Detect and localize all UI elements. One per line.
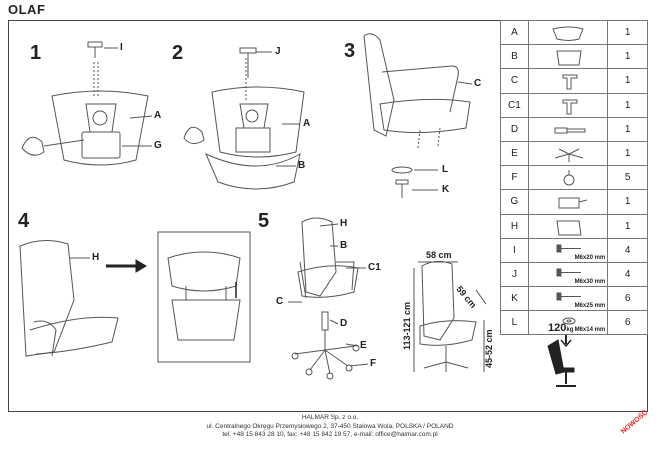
company-footer bbox=[0, 414, 660, 440]
part-key: C bbox=[501, 69, 529, 93]
part-picture bbox=[528, 69, 607, 93]
part-quantity: 6 bbox=[608, 287, 648, 311]
callout-label: E bbox=[360, 340, 367, 351]
step1-seat-drawing bbox=[22, 42, 152, 165]
part-key: B bbox=[501, 45, 529, 69]
part-spec: M6x14 mm bbox=[574, 327, 606, 334]
parts-row bbox=[501, 287, 648, 311]
parts-row bbox=[501, 262, 648, 286]
callout-label: H bbox=[340, 218, 348, 229]
parts-row bbox=[501, 21, 648, 45]
part-quantity: 5 bbox=[608, 166, 648, 190]
callout-label: A bbox=[303, 118, 311, 129]
step5-chair-drawing bbox=[288, 218, 368, 379]
callout-label: C bbox=[474, 78, 482, 89]
step-number-1: 1 bbox=[30, 42, 42, 64]
parts-row bbox=[501, 69, 648, 93]
parts-row bbox=[501, 45, 648, 69]
parts-row bbox=[501, 190, 648, 214]
part-key: L bbox=[501, 311, 529, 335]
armrest-icon bbox=[529, 94, 609, 118]
part-quantity: 1 bbox=[608, 117, 648, 141]
new-badge: NOWOŚĆ bbox=[620, 409, 650, 436]
part-key: E bbox=[501, 141, 529, 165]
seat-icon bbox=[529, 21, 609, 45]
mechanism-icon bbox=[529, 190, 609, 214]
part-picture bbox=[528, 262, 607, 286]
part-spec: M6x25 mm bbox=[574, 303, 606, 310]
part-quantity: 1 bbox=[608, 214, 648, 238]
step2-seat-drawing bbox=[184, 48, 304, 189]
part-picture bbox=[528, 117, 607, 141]
backrest-cover-icon bbox=[529, 215, 609, 239]
step4-drawing bbox=[20, 232, 250, 362]
armrest-icon bbox=[529, 69, 609, 93]
callout-label: D bbox=[340, 318, 348, 329]
cover-icon bbox=[529, 45, 609, 69]
parts-row bbox=[501, 117, 648, 141]
part-quantity: 4 bbox=[608, 238, 648, 262]
product-title: OLAF bbox=[8, 2, 46, 17]
part-picture bbox=[528, 214, 607, 238]
step3-chair-drawing bbox=[364, 34, 472, 198]
callout-label: F bbox=[370, 358, 377, 369]
dimension-width: 58 cm bbox=[426, 250, 452, 260]
max-load-pictogram bbox=[548, 334, 576, 386]
step-number-3: 3 bbox=[344, 40, 356, 62]
parts-row bbox=[501, 238, 648, 262]
part-key: I bbox=[501, 238, 529, 262]
max-load-value: 120kg bbox=[548, 322, 574, 334]
part-quantity: 1 bbox=[608, 69, 648, 93]
dimension-depth: 59 cm bbox=[454, 284, 479, 310]
parts-row bbox=[501, 93, 648, 117]
callout-label: B bbox=[340, 240, 348, 251]
parts-row bbox=[501, 166, 648, 190]
part-key: J bbox=[501, 262, 529, 286]
dimension-seat-height: 45-52 cm bbox=[484, 329, 494, 368]
part-key: H bbox=[501, 214, 529, 238]
gas-lift-icon bbox=[529, 118, 609, 142]
dimension-drawing bbox=[414, 261, 486, 372]
callout-label: A bbox=[154, 110, 162, 121]
company-contact: tel. +48 15 843 28 10, fax: +48 15 842 19 57, e-mail: office@halmar.com.pl bbox=[222, 431, 438, 438]
part-picture bbox=[528, 238, 607, 262]
parts-row bbox=[501, 141, 648, 165]
part-picture bbox=[528, 287, 607, 311]
part-spec: M6x20 mm bbox=[574, 254, 606, 261]
part-picture bbox=[528, 93, 607, 117]
part-key: F bbox=[501, 166, 529, 190]
part-quantity: 4 bbox=[608, 262, 648, 286]
step-number-2: 2 bbox=[172, 42, 184, 64]
part-quantity: 1 bbox=[608, 45, 648, 69]
part-picture bbox=[528, 166, 607, 190]
part-picture bbox=[528, 141, 607, 165]
part-key: A bbox=[501, 21, 529, 45]
part-picture bbox=[528, 311, 607, 335]
callout-label: B bbox=[298, 160, 306, 171]
parts-row bbox=[501, 214, 648, 238]
part-quantity: 6 bbox=[608, 311, 648, 335]
step-number-5: 5 bbox=[258, 210, 270, 232]
callout-label: C1 bbox=[368, 262, 381, 273]
callout-label: J bbox=[275, 46, 281, 57]
callout-label: C bbox=[276, 296, 284, 307]
parts-row bbox=[501, 311, 648, 335]
part-key: D bbox=[501, 117, 529, 141]
part-picture bbox=[528, 45, 607, 69]
dimension-height: 113-121 cm bbox=[402, 301, 412, 350]
part-picture bbox=[528, 190, 607, 214]
step-number-4: 4 bbox=[18, 210, 30, 232]
caster-icon bbox=[529, 166, 609, 190]
part-quantity: 1 bbox=[608, 141, 648, 165]
part-quantity: 1 bbox=[608, 93, 648, 117]
part-quantity: 1 bbox=[608, 190, 648, 214]
part-key: G bbox=[501, 190, 529, 214]
callout-label: K bbox=[442, 184, 450, 195]
part-key: K bbox=[501, 287, 529, 311]
parts-table bbox=[500, 20, 648, 335]
company-name: HALMAR Sp. z o.o. bbox=[301, 414, 359, 421]
part-key: C1 bbox=[501, 93, 529, 117]
company-address: ul. Centralnego Okręgu Przemysłowego 2, 37-450 Stalowa Wola, POLSKA / POLAND bbox=[206, 422, 454, 430]
callout-label: H bbox=[92, 252, 100, 263]
callout-label: G bbox=[154, 140, 162, 151]
part-spec: M6x30 mm bbox=[574, 279, 606, 286]
part-quantity: 1 bbox=[608, 21, 648, 45]
star-base-icon bbox=[529, 142, 609, 166]
part-picture bbox=[528, 21, 607, 45]
callout-label: I bbox=[120, 42, 123, 53]
callout-label: L bbox=[442, 164, 449, 175]
